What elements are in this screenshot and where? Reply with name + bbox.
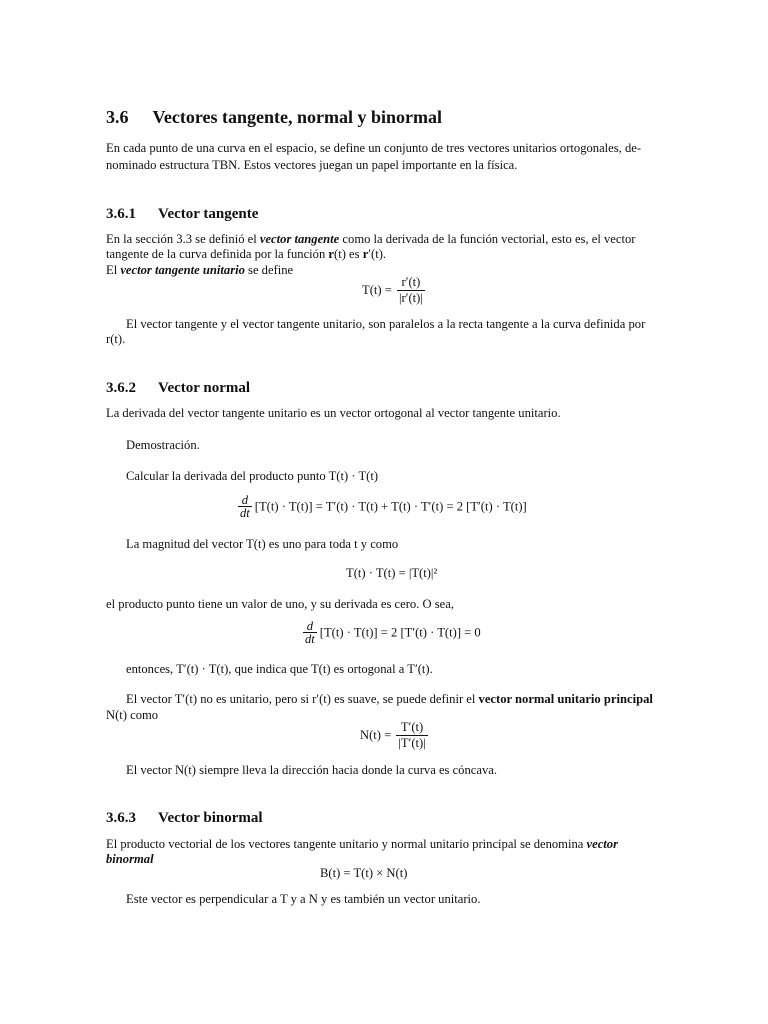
equation-unit-normal: N(t) = $\frac{T'(t)}{|T'(t)|}$ — [360, 720, 426, 750]
intro-line-1: En cada punto de una curva en el espacio, se define un conjunto de tres vectores unitarios ortogonales, de- — [106, 141, 642, 155]
intro-line-2: nominado estructura TBN. Estos vectores juegan un papel importante en la física. — [106, 158, 518, 172]
subsection-number: 3.6.3 — [106, 810, 136, 826]
equation-unit-tangent: T(t) = $\frac{r'(t)}{|r'(t)|}$ — [362, 275, 423, 305]
binormal-line-2: binormal — [106, 852, 154, 866]
subsection-title: Vector binormal — [158, 810, 263, 826]
demo-label: Demostración. — [126, 438, 200, 452]
subsection-title: Vector normal — [158, 380, 251, 396]
subsection-title: Vector tangente — [158, 206, 259, 222]
subsection-heading-tangent — [106, 206, 258, 223]
conclusion-orthogonal: entonces, T′(t) · T(t), que indica que T(t) es ortogonal a T′(t). — [126, 662, 433, 676]
section-title: Vectores tangente, normal y binormal — [152, 107, 442, 127]
subsection-number: 3.6.1 — [106, 206, 136, 222]
normal-paragraph-line-2: N(t) como — [106, 708, 159, 722]
tangent-line-2: tangente de la curva definida por la función r(t) es r′(t). — [106, 247, 387, 261]
section-heading — [106, 107, 442, 128]
calc-line: Calcular la derivada del producto punto T(t) · T(t) — [126, 469, 379, 483]
section-number: 3.6 — [106, 107, 129, 127]
tangent-line-3: El vector tangente unitario se define — [106, 263, 294, 277]
tangent-line-1: En la sección 3.3 se definió el vector tangente como la derivada de la función vectorial, esto es, el vector — [106, 232, 636, 246]
concave-line: El vector N(t) siempre lleva la dirección hacia donde la curva es cóncava. — [126, 763, 497, 777]
tangent-paragraph-2b: r(t). — [106, 332, 126, 346]
binormal-line-1: El producto vectorial de los vectores tangente unitario y normal unitario principal se denomina vector — [106, 837, 618, 851]
subsection-heading-binormal — [106, 810, 263, 827]
binormal-final: Este vector es perpendicular a T y a N y es también un vector unitario. — [126, 892, 481, 906]
product-line: el producto punto tiene un valor de uno, y su derivada es cero. O sea, — [106, 597, 454, 611]
normal-paragraph-line-1: El vector T′(t) no es unitario, pero si r′(t) es suave, se puede definir el vector normal unitario principal — [126, 692, 653, 706]
equation-magnitude: T(t) · T(t) = |T(t)|² — [346, 566, 438, 580]
subsection-number: 3.6.2 — [106, 380, 136, 396]
equation-derivative-zero: $\frac{d}{dt}$ [T(t) · T(t)] = 2 [T′(t) · T(t)] = 0 — [305, 619, 481, 646]
magnitude-line: La magnitud del vector T(t) es uno para toda t y como — [126, 537, 399, 551]
equation-binormal: B(t) = T(t) × N(t) — [320, 866, 408, 880]
subsection-heading-normal — [106, 380, 250, 397]
equation-derivative-dot: $\frac{d}{dt}$ [T(t) · T(t)] = T′(t) · T(t) + T(t) · T′(t) = 2 [T′(t) · T(t)] — [240, 493, 527, 520]
tangent-paragraph-2: El vector tangente y el vector tangente unitario, son paralelos a la recta tangente a la curva definida por — [126, 317, 646, 331]
normal-line-1: La derivada del vector tangente unitario es un vector ortogonal al vector tangente unitario. — [106, 406, 561, 420]
